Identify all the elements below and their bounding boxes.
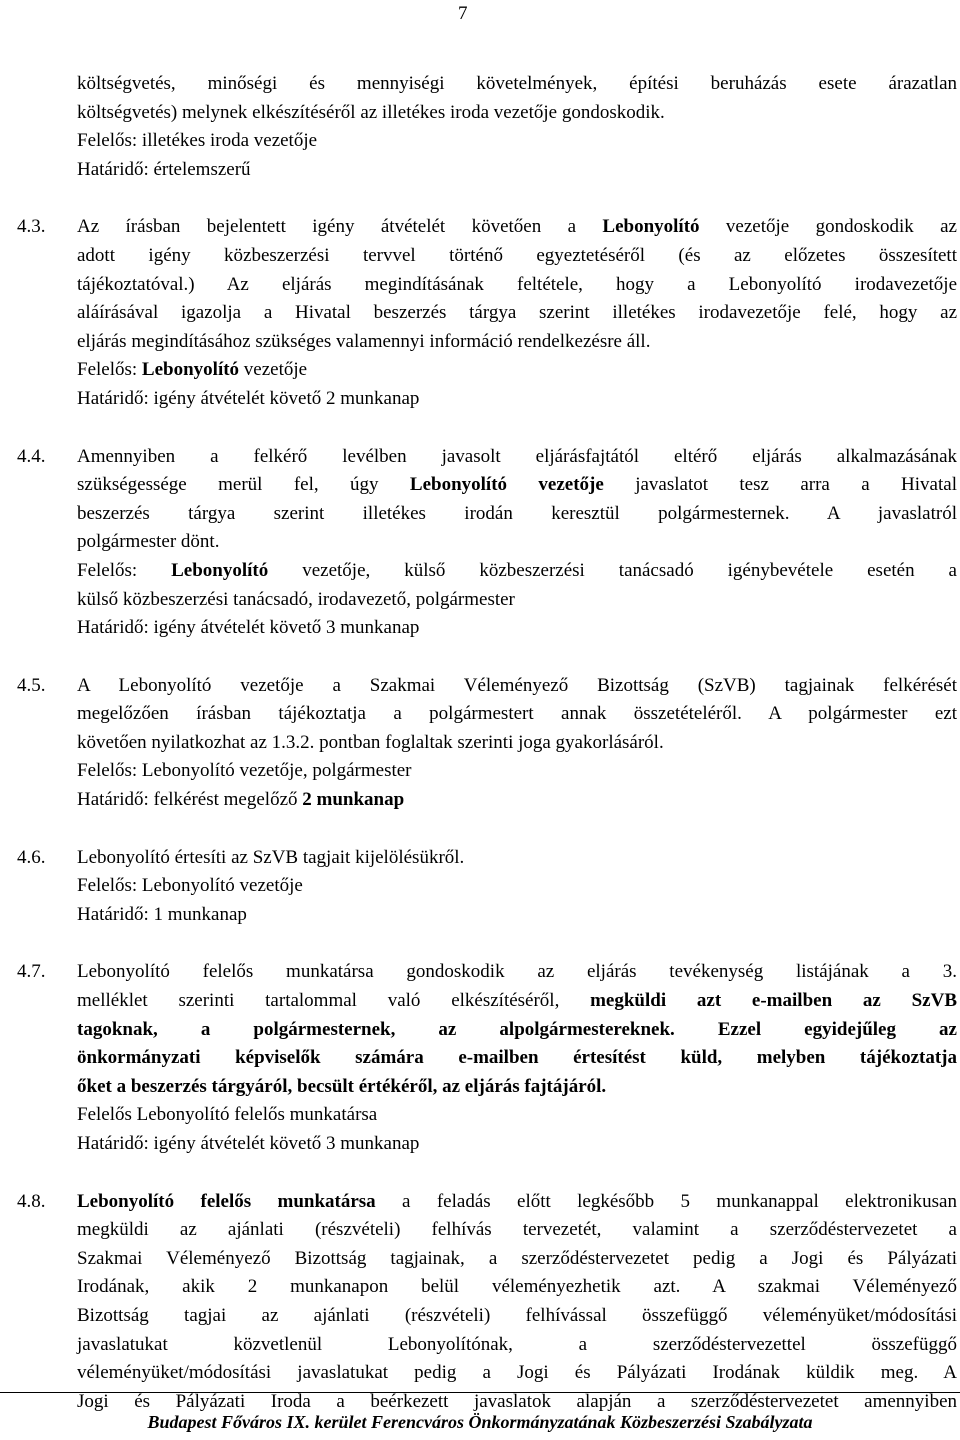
responsible-line: Felelős: illetékes iroda vezetője bbox=[77, 130, 318, 152]
text-line: Lebonyolító felelős munkatársa a feladás előtt legkésőbb 5 munkanappal elektronikusan bbox=[77, 1190, 957, 1212]
text-line: Jogi és Pályázati Iroda a beérkezett javaslatok alapján a szerződéstervezetet amennyiben bbox=[77, 1390, 957, 1412]
text-line: javaslatukat közvetlenül Lebonyolítónak, a szerződéstervezettel összefüggő bbox=[77, 1333, 957, 1355]
page-number: 7 bbox=[458, 3, 468, 24]
text-line: Amennyiben a felkérő levélben javasolt eljárásfajtától eltérő eljárás alkalmazásának bbox=[77, 445, 957, 467]
page-footer: Budapest Főváros IX. kerület Ferencváros Önkormányzatának Közbeszerzési Szabályzata bbox=[147, 1412, 813, 1432]
bold-term: tagoknak, a polgármesternek, az alpolgármestereknek. Ezzel egyidejűleg az bbox=[77, 1018, 957, 1040]
text-line: megküldi az ajánlati (részvételi) felhívás tervezetét, valamint a szerződéstervezetet a bbox=[77, 1219, 957, 1241]
text-line bbox=[77, 1073, 957, 1102]
text-line: külső közbeszerzési tanácsadó, irodavezető, polgármester bbox=[77, 588, 515, 610]
text-line: beszerzés tárgya szerint illetékes irodán keresztül polgármesternek. A javaslatról bbox=[77, 502, 957, 524]
text-line: költségvetés, minőségi és mennyiségi követelmények, építési beruházás esete árazatlan bbox=[77, 73, 957, 94]
text-line: szükségessége merül fel, úgy Lebonyolító vezetője javaslatot tesz arra a Hivatal bbox=[77, 474, 957, 496]
bold-term: Lebonyolító bbox=[171, 559, 269, 581]
responsible-line: Felelős Lebonyolító felelős munkatársa bbox=[77, 1104, 378, 1126]
section-number: 4.3. bbox=[17, 216, 46, 238]
deadline-line: Határidő: igény átvételét követő 2 munkanap bbox=[77, 387, 420, 409]
deadline-line: Határidő: értelemszerű bbox=[77, 158, 251, 180]
deadline-line: Határidő: igény átvételét követő 3 munkanap bbox=[77, 1133, 420, 1154]
section-number: 4.4. bbox=[17, 445, 46, 467]
responsible-line: Felelős: Lebonyolító vezetője, polgármester bbox=[77, 760, 412, 782]
section-number: 4.5. bbox=[17, 674, 46, 696]
text-line: aláírásával igazolja a Hivatal beszerzés tárgya szerint illetékes irodavezetője felé, hogy az bbox=[77, 302, 957, 324]
text-line: megelőzően írásban tájékoztatja a polgármestert annak összetételéről. A polgármester ezt bbox=[77, 703, 957, 725]
text-line: Lebonyolító értesíti az SzVB tagjait kijelölésükről. bbox=[77, 846, 465, 868]
text-line: véleményüket/módosítási javaslatukat pedig a Jogi és Pályázati Irodának küldik meg. A bbox=[77, 1362, 957, 1384]
bold-term: Lebonyolító bbox=[141, 359, 240, 381]
section-number: 4.6. bbox=[17, 846, 46, 868]
text-line: Szakmai Véleményező Bizottság tagjainak, a szerződéstervezetet pedig a Jogi és Pályázati bbox=[77, 1247, 957, 1269]
document-body bbox=[0, 70, 960, 1416]
deadline-line: Határidő: 1 munkanap bbox=[77, 903, 247, 925]
deadline-line: Határidő: igény átvételét követő 3 munkanap bbox=[77, 617, 420, 639]
responsible-line: Felelős: Lebonyolító vezetője, külső közbeszerzési tanácsadó igénybevétele esetén a bbox=[77, 559, 957, 581]
text-line: tájékoztatóval.) Az eljárás megindításának feltétele, hogy a Lebonyolító irodavezetője bbox=[77, 273, 957, 295]
text-line: polgármester dönt. bbox=[77, 531, 220, 553]
bold-term: őket a beszerzés tárgyáról, becsült értékéről, az eljárás fajtájáról. bbox=[77, 1075, 607, 1097]
intro-paragraph bbox=[0, 70, 960, 184]
text-line bbox=[77, 1016, 957, 1045]
text-line: eljárás megindításához szükséges valamennyi információ rendelkezésre áll. bbox=[77, 330, 651, 352]
bold-term: Lebonyolító vezetője bbox=[409, 474, 604, 496]
text-line: melléklet szerinti tartalommal való elkészítéséről, megküldi azt e-mailben az SzVB bbox=[77, 990, 957, 1012]
bold-term: 2 munkanap bbox=[302, 789, 405, 811]
section-4-3 bbox=[0, 213, 960, 413]
section-number: 4.7. bbox=[17, 961, 46, 983]
text-line: követően nyilatkozhat az 1.3.2. pontban foglaltak szerinti joga gyakorlásáról. bbox=[77, 731, 664, 753]
text-line: adott igény közbeszerzési tervvel történő egyeztetéséről (és az előzetes összesített bbox=[77, 244, 957, 266]
text-line: költségvetés) melynek elkészítéséről az illetékes iroda vezetője gondoskodik. bbox=[77, 101, 665, 123]
footer-divider bbox=[0, 1392, 960, 1393]
section-number: 4.8. bbox=[17, 1190, 46, 1212]
section-4-7 bbox=[0, 958, 960, 1158]
section-4-8 bbox=[0, 1188, 960, 1417]
deadline-line: Határidő: felkérést megelőző 2 munkanap bbox=[77, 789, 405, 811]
section-4-4 bbox=[0, 443, 960, 643]
text-line: Az írásban bejelentett igény átvételét követően a Lebonyolító vezetője gondoskodik az bbox=[77, 216, 957, 238]
text-line bbox=[77, 1044, 957, 1073]
bold-term: Lebonyolító felelős munkatársa bbox=[77, 1190, 376, 1212]
text-line: Irodának, akik 2 munkanapon belül véleményezhetik azt. A szakmai Véleményező bbox=[77, 1276, 957, 1298]
text-line: Bizottság tagjai az ajánlati (részvételi) felhívással összefüggő véleményüket/módosítási bbox=[77, 1304, 957, 1326]
responsible-line: Felelős: Lebonyolító vezetője bbox=[77, 875, 303, 897]
text-line: A Lebonyolító vezetője a Szakmai Véleményező Bizottság (SzVB) tagjainak felkérését bbox=[77, 674, 957, 696]
bold-term: Lebonyolító bbox=[602, 216, 700, 238]
bold-term: megküldi azt e-mailben az SzVB bbox=[590, 990, 957, 1012]
text-line: Lebonyolító felelős munkatársa gondoskodik az eljárás tevékenység listájának a 3. bbox=[77, 961, 957, 983]
section-4-5 bbox=[0, 672, 960, 815]
section-4-6 bbox=[0, 844, 960, 930]
responsible-line: Felelős: Lebonyolító vezetője bbox=[77, 359, 308, 381]
bold-term: önkormányzati képviselők számára e-mailben értesítést küld, melyben tájékoztatja bbox=[77, 1047, 957, 1069]
